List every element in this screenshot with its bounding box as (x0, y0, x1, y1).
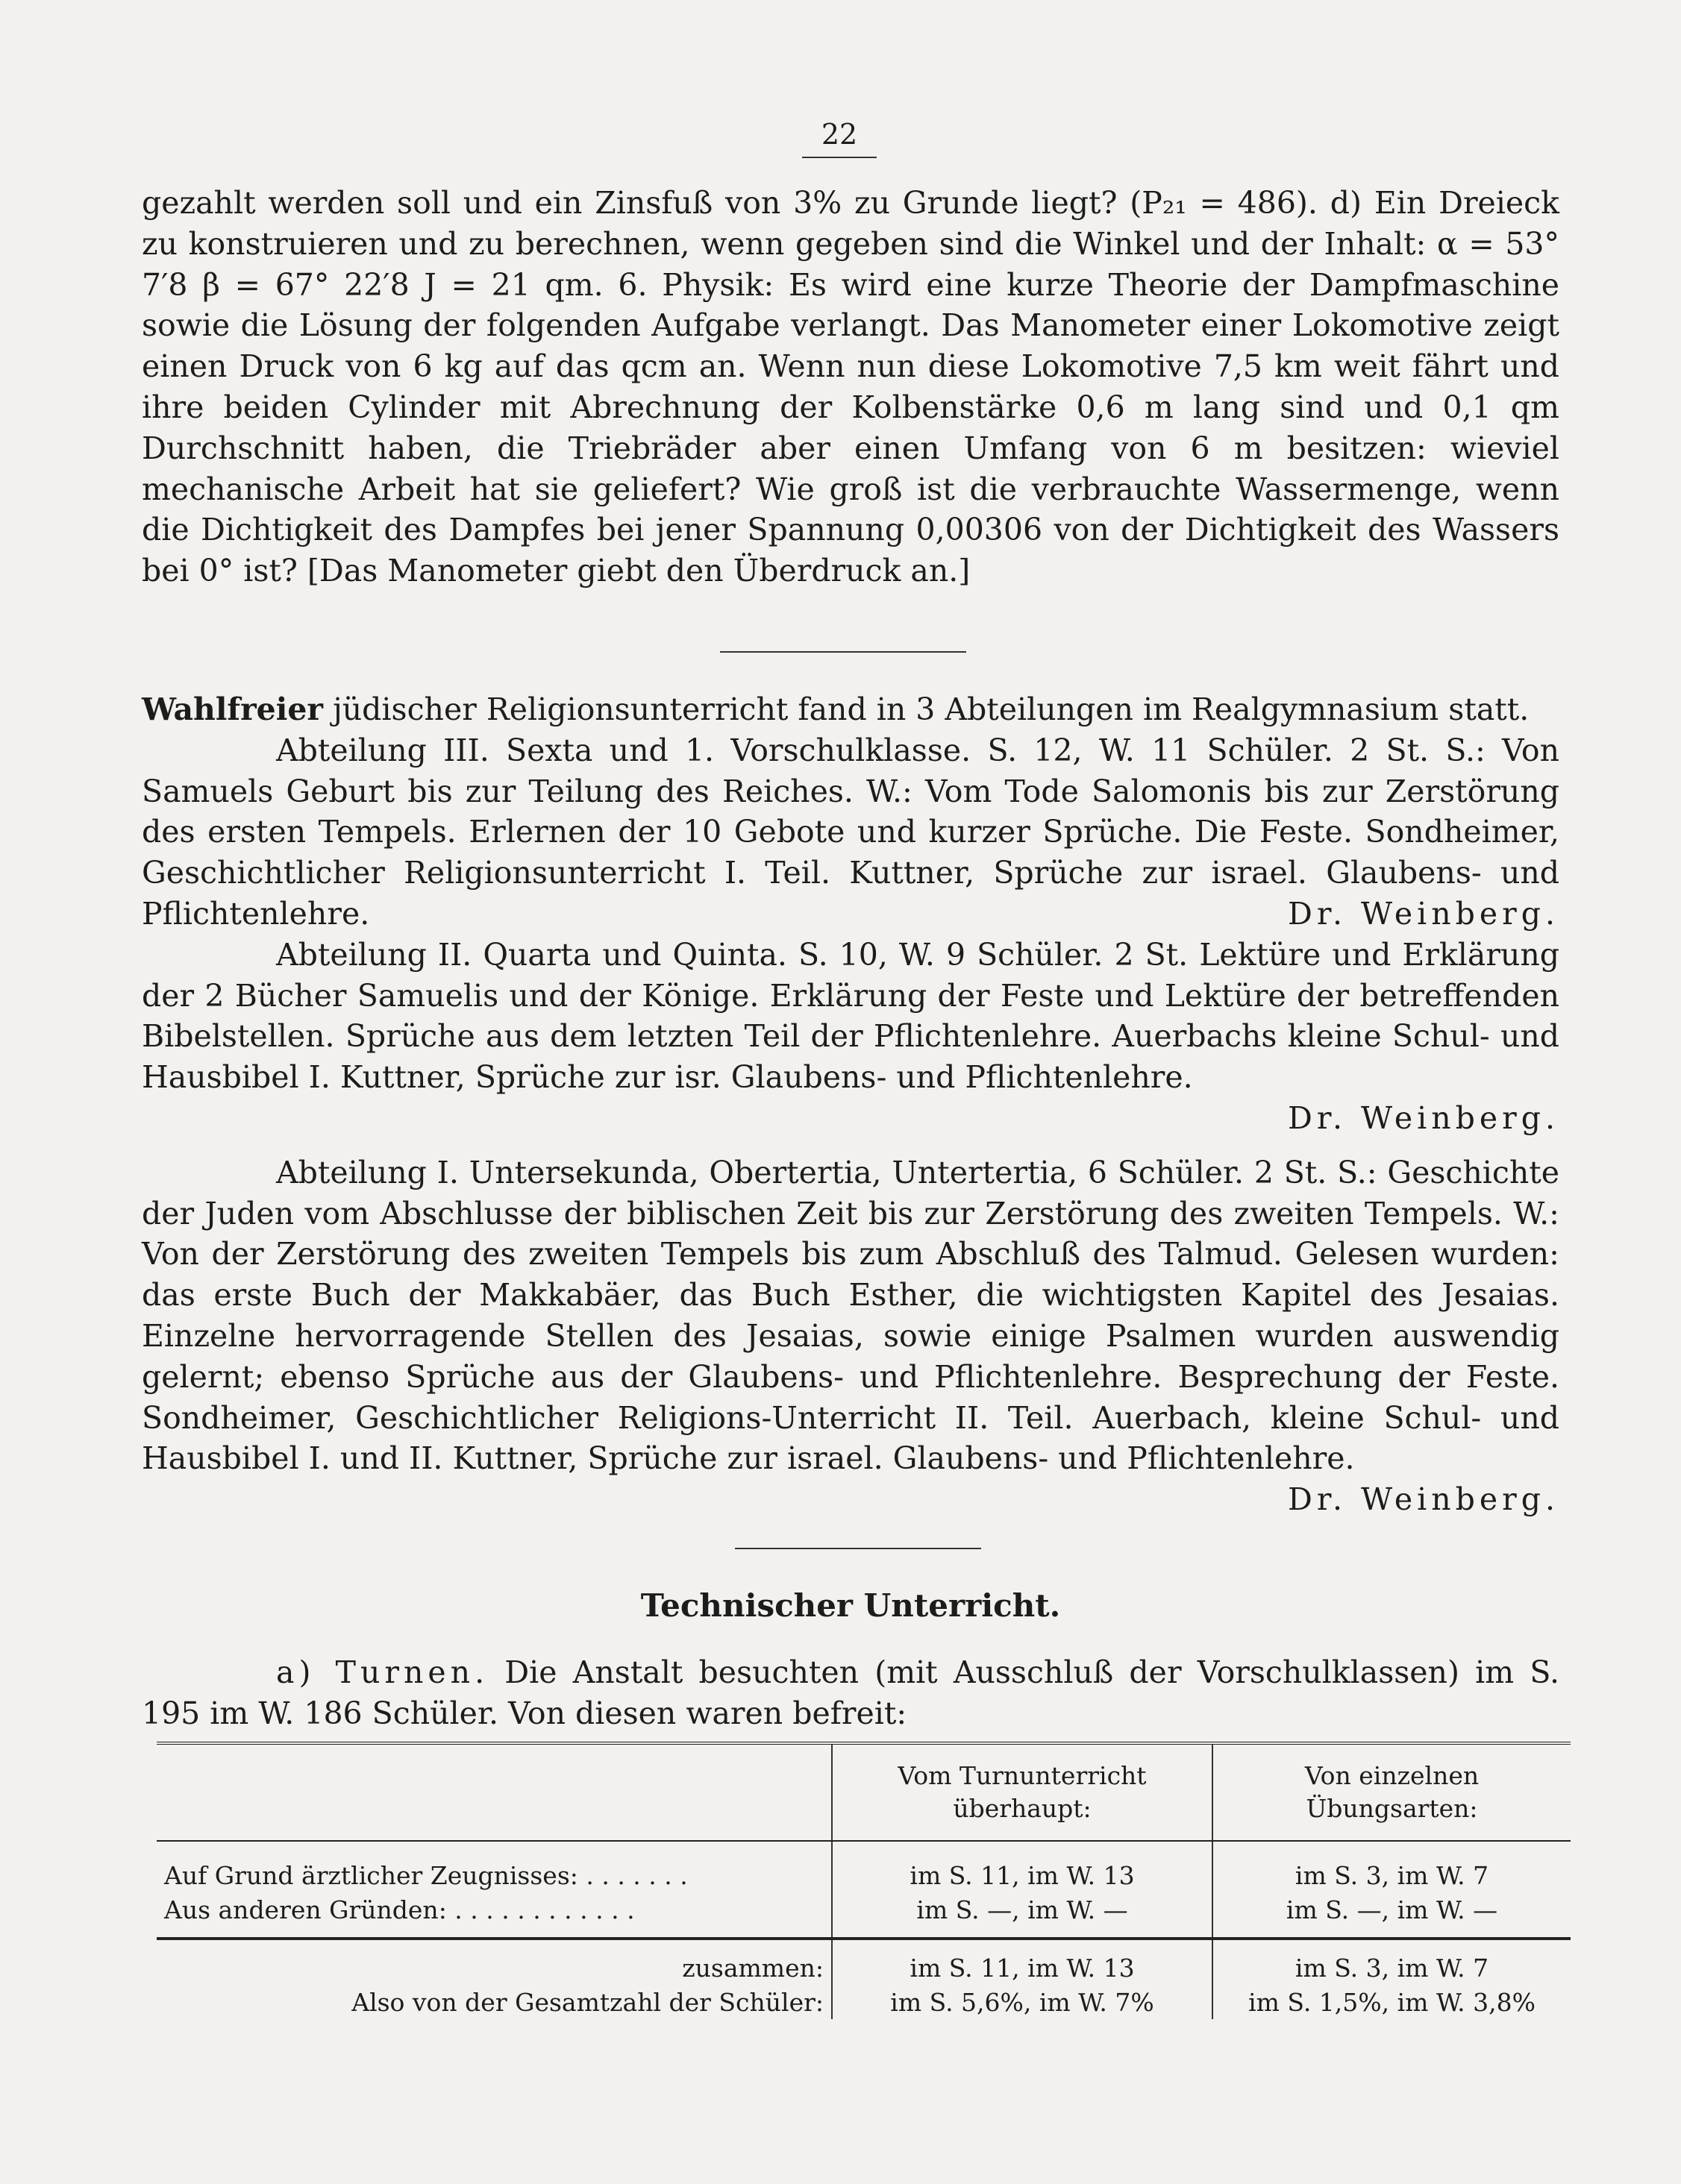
row-label: Aus anderen Gründen: . . . . . . . . . . . . (164, 1895, 635, 1924)
religion-heading-word: Wahlfreier (142, 691, 324, 727)
table-header-row (157, 1743, 1571, 1841)
section-divider-2 (735, 1548, 981, 1549)
row-value-overall: im S. 11, im W. 13 (832, 1841, 1212, 1892)
section-divider (720, 651, 966, 653)
intro-paragraph: gezahlt werden soll und ein Zinsfuß von 3% zu Grunde liegt? (P₂₁ = 486). d) Ein Dreieck zu konstruieren und zu berechnen, wenn gegeben sind die Winkel und der Inhalt: α = 53° 7′8 β = 67° 22′8 J = 21 qm. 6. Physik: Es wird eine kurze Theorie der Dampfmaschine sowie die Lösung der folgenden Aufgabe verlangt. Das Manometer einer Lokomotive zeigt einen Druck von 6 kg auf das qcm an. Wenn nun diese Lokomotive 7,5 km weit fährt und ihre beiden Cylinder mit Abrechnung der Kolbenstärke 0,6 m lang sind und 0,1 qm Durchschnitt haben, die Triebräder aber einen Umfang von 6 m besitzen: wieviel mechanische Arbeit hat sie geliefert? Wie groß ist die verbrauchte Wassermenge, wenn die Dichtigkeit des Dampfes bei jener Spannung 0,00306 von der Dichtigkeit des Wassers bei 0° ist? [Das Manometer giebt den Überdruck an.] (142, 185, 1559, 589)
row-value-partial: im S. —, im W. — (1212, 1892, 1571, 1939)
table-header-overall: Vom Turnunterricht überhaupt: (832, 1743, 1212, 1841)
sum-label: zusammen: (157, 1939, 832, 1985)
row-value-overall: im S. —, im W. — (832, 1892, 1212, 1939)
table-sum-row (157, 1939, 1571, 1985)
percent-label: Also von der Gesamtzahl der Schüler: (351, 1987, 824, 2017)
sum-value-partial: im S. 3, im W. 7 (1212, 1939, 1571, 1985)
technical-heading: Technischer Unterricht. (640, 1587, 1061, 1624)
intro-block (142, 183, 1559, 592)
turnen-label: a) Turnen. (276, 1654, 489, 1690)
turnen-block (142, 1652, 1559, 1734)
table-row (157, 1892, 1571, 1939)
religion-block (142, 689, 1559, 1520)
percent-value-overall: im S. 5,6%, im W. 7% (832, 1985, 1212, 2019)
turnen-text: Die Anstalt besuchten (mit Ausschluß der Vorschulklassen) im S. 195 im W. 186 Schüler. Von diesen waren befreit: (142, 1654, 1559, 1731)
exemption-table (157, 1742, 1571, 2019)
section-abteilung-1: Abteilung I. Untersekunda, Obertertia, Untertertia, 6 Schüler. 2 St. S.: Geschichte der Juden vom Abschlusse der biblischen Zeit bis zur Zerstörung des zweiten Tempels. W.: Von der Zerstörung des zweiten Tempels bis zum Abschluß des Talmud. Gelesen wurden: das erste Buch der Makkabäer, das Buch Esther, die wichtigsten Kapitel des Jesaias. Einzelne hervorragende Stellen des Jesaias, sowie einige Psalmen wurden auswendig gelernt; ebenso Sprüche aus der Glaubens- und Pflichtenlehre. Besprechung der Feste. Sondheimer, Geschichtlicher Religions-Unterricht II. Teil. Auerbach, kleine Schul- und Hausbibel I. und II. Kuttner, Sprüche zur israel. Glaubens- und Pflichtenlehre. (142, 1154, 1559, 1477)
table-row (157, 1841, 1571, 1892)
table-percent-row (157, 1985, 1571, 2019)
turnen-paragraph (142, 1652, 1559, 1734)
signature-3: Dr. Weinberg. (1288, 895, 1559, 932)
table-header-empty (157, 1743, 832, 1841)
religion-heading-rest: jüdischer Religionsunterricht fand in 3 Abteilungen im Realgymnasium statt. (323, 691, 1530, 727)
row-value-partial: im S. 3, im W. 7 (1212, 1841, 1571, 1892)
row-label: Auf Grund ärztlicher Zeugnisses: . . . . . . . (164, 1860, 688, 1890)
percent-value-partial: im S. 1,5%, im W. 3,8% (1212, 1985, 1571, 2019)
page-number-rule (802, 157, 877, 158)
page-number: 22 (821, 118, 858, 151)
signature-2: Dr. Weinberg. (1288, 1099, 1559, 1136)
section-abteilung-3: Abteilung III. Sexta und 1. Vorschulklasse. S. 12, W. 11 Schüler. 2 St. S.: Von Samuels Geburt bis zur Teilung des Reiches. W.: Vom Tode Salomonis bis zur Zerstörung des ersten Tempels. Erlernen der 10 Gebote und kurzer Sprüche. Die Feste. Sondheimer, Geschichtlicher Religionsunterricht I. Teil. Kuttner, Sprüche zur israel. Glaubens- und Pflichtenlehre. (142, 732, 1559, 932)
section-abteilung-2: Abteilung II. Quarta und Quinta. S. 10, W. 9 Schüler. 2 St. Lektüre und Erklärung der 2 Bücher Samuelis und der Könige. Erklärung der Feste und Lektüre der betreffenden Bibelstellen. Sprüche aus dem letzten Teil der Pflichtenlehre. Auerbachs kleine Schul- und Hausbibel I. Kuttner, Sprüche zur isr. Glaubens- und Pflichtenlehre. (142, 936, 1559, 1096)
table-header-partial: Von einzelnen Übungsarten: (1212, 1743, 1571, 1841)
sum-value-overall: im S. 11, im W. 13 (832, 1939, 1212, 1985)
signature-1: Dr. Weinberg. (1288, 1481, 1559, 1518)
religion-heading (142, 689, 1559, 730)
